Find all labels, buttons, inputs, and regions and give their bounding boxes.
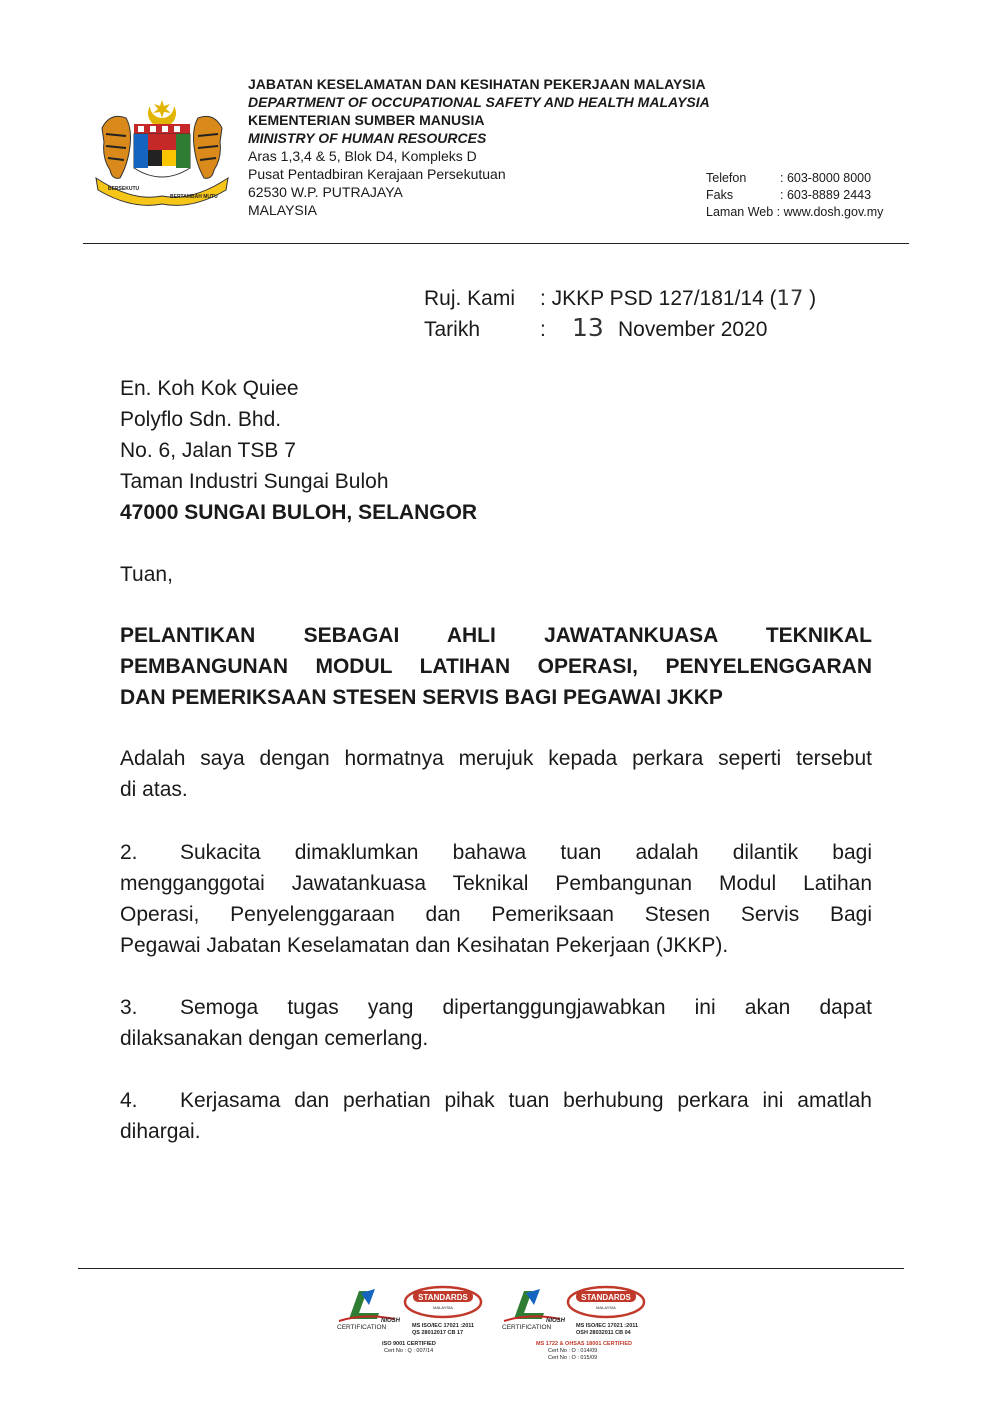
date-colon: : — [540, 318, 546, 341]
website-row — [706, 203, 883, 221]
paragraph-4-first-line — [120, 1086, 872, 1117]
faks-label: Faks — [706, 188, 734, 202]
recipient-company: Polyflo Sdn. Bhd. — [120, 408, 282, 431]
address-line: MALAYSIA — [248, 202, 317, 218]
date-label: Tarikh — [424, 318, 481, 341]
niosh-text: NIOSH — [546, 1318, 566, 1324]
reference-value: : JKKP PSD 127/181/14 ( — [540, 287, 777, 310]
recipient-name: En. Koh Kok Quiee — [120, 377, 299, 400]
paragraph-2-line: Sukacita dimaklumkan bahawa tuan adalah dilantik bagi — [180, 841, 872, 864]
date-handwritten-day: 13 — [572, 313, 604, 342]
certification-text: CERTIFICATION — [337, 1324, 387, 1331]
telefon-value: : 603-8000 8000 — [780, 171, 872, 185]
paragraph-3-line: Semoga tugas yang dipertanggungjawabkan ini akan dapat — [180, 996, 872, 1019]
recipient-address-line: Taman Industri Sungai Buloh — [120, 470, 389, 493]
footer-divider — [78, 1268, 904, 1269]
cert2-cert-no: Cert No : O : 015/09 — [548, 1355, 598, 1361]
cert2-ms-line: MS ISO/IEC 17021 :2011 — [576, 1323, 639, 1329]
paragraph-2-line: Pegawai Jabatan Keselamatan dan Kesihatan Pekerjaan (JKKP). — [120, 934, 729, 957]
subject-line: PEMBANGUNAN MODUL LATIHAN OPERASI, PENYELENGGARAN — [120, 655, 872, 678]
website-value: : www.dosh.gov.my — [776, 205, 884, 219]
cert1-ms-line: QS 28012017 CB 17 — [412, 1330, 464, 1336]
niosh-certification-logo — [500, 1283, 572, 1331]
org-name-english: DEPARTMENT OF OCCUPATIONAL SAFETY AND HEALTH MALAYSIA — [248, 94, 710, 110]
paragraph-3-number: 3. — [120, 996, 138, 1019]
address-line: Pusat Pentadbiran Kerajaan Persekutuan — [248, 166, 506, 182]
paragraph-3-line: dilaksanakan dengan cemerlang. — [120, 1027, 429, 1050]
header-divider — [83, 243, 909, 244]
paragraph-1-line: di atas. — [120, 778, 188, 801]
paragraph-4-line: dihargai. — [120, 1120, 201, 1143]
crest-motto-right: BERTAMBAH MUTU — [170, 194, 218, 200]
paragraph-2-line: Operasi, Penyelenggaraan dan Pemeriksaan Stesen Servis Bagi — [120, 903, 872, 926]
cert2-ohsas-text: MS 1722 & OHSAS 18001 CERTIFIED — [536, 1341, 632, 1347]
salutation: Tuan, — [120, 563, 173, 586]
paragraph-2-line: mengganggotai Jawatankuasa Teknikal Pembangunan Modul Latihan — [120, 872, 872, 895]
niosh-text: NIOSH — [381, 1318, 401, 1324]
address-line: Aras 1,3,4 & 5, Blok D4, Kompleks D — [248, 148, 477, 164]
standards-text: STANDARDS — [581, 1293, 631, 1302]
standards-text: STANDARDS — [418, 1293, 468, 1302]
recipient-address-line: No. 6, Jalan TSB 7 — [120, 439, 296, 462]
subject-line: DAN PEMERIKSAAN STESEN SERVIS BAGI PEGAWAI JKKP — [120, 686, 723, 709]
ministry-name-malay: KEMENTERIAN SUMBER MANUSIA — [248, 112, 485, 128]
reference-close-paren: ) — [803, 287, 817, 310]
website-label: Laman Web — [706, 205, 774, 219]
standards-sub-text: MALAYSIA — [596, 1305, 616, 1310]
paragraph-4-number: 4. — [120, 1089, 138, 1112]
cert2-cert-no: Cert No : O : 014/09 — [548, 1348, 598, 1354]
cert1-ms-line: MS ISO/IEC 17021 :2011 — [412, 1323, 475, 1329]
date-value: November 2020 — [618, 318, 768, 341]
reference-handwritten-number: 17 — [776, 286, 804, 310]
org-name-malay: JABATAN KESELAMATAN DAN KESIHATAN PEKERJAAN MALAYSIA — [248, 76, 706, 92]
faks-row — [706, 186, 871, 204]
standards-sub-text: MALAYSIA — [433, 1305, 453, 1310]
certification-text: CERTIFICATION — [502, 1324, 552, 1331]
standards-malaysia-logo — [566, 1285, 646, 1319]
paragraph-2-number: 2. — [120, 841, 138, 864]
reference-label: Ruj. Kami — [424, 287, 516, 310]
paragraph-2-first-line — [120, 838, 872, 869]
date-row — [424, 313, 767, 345]
crest-motto-left: BERSEKUTU — [108, 186, 140, 192]
faks-value: : 603-8889 2443 — [780, 188, 872, 202]
paragraph-1-line: Adalah saya dengan hormatnya merujuk kepada perkara seperti tersebut — [120, 747, 872, 770]
cert1-iso-text: ISO 9001 CERTIFIED — [382, 1341, 436, 1347]
reference-row — [424, 283, 816, 314]
paragraph-3-first-line — [120, 993, 872, 1024]
ministry-name-english: MINISTRY OF HUMAN RESOURCES — [248, 130, 487, 146]
coat-of-arms-logo — [92, 98, 232, 206]
subject-line: PELANTIKAN SEBAGAI AHLI JAWATANKUASA TEKNIKAL — [120, 624, 872, 647]
niosh-certification-logo — [335, 1283, 407, 1331]
telefon-label: Telefon — [706, 171, 747, 185]
recipient-postcode-city: 47000 SUNGAI BULOH, SELANGOR — [120, 501, 478, 524]
paragraph-4-line: Kerjasama dan perhatian pihak tuan berhubung perkara ini amatlah — [180, 1089, 872, 1112]
standards-malaysia-logo — [403, 1285, 483, 1319]
telefon-row — [706, 169, 871, 187]
cert2-ms-line: OSH 28032011 CB 04 — [576, 1330, 631, 1336]
address-line: 62530 W.P. PUTRAJAYA — [248, 184, 403, 200]
cert1-cert-no: Cert No : Q : 007/14 — [384, 1348, 434, 1354]
